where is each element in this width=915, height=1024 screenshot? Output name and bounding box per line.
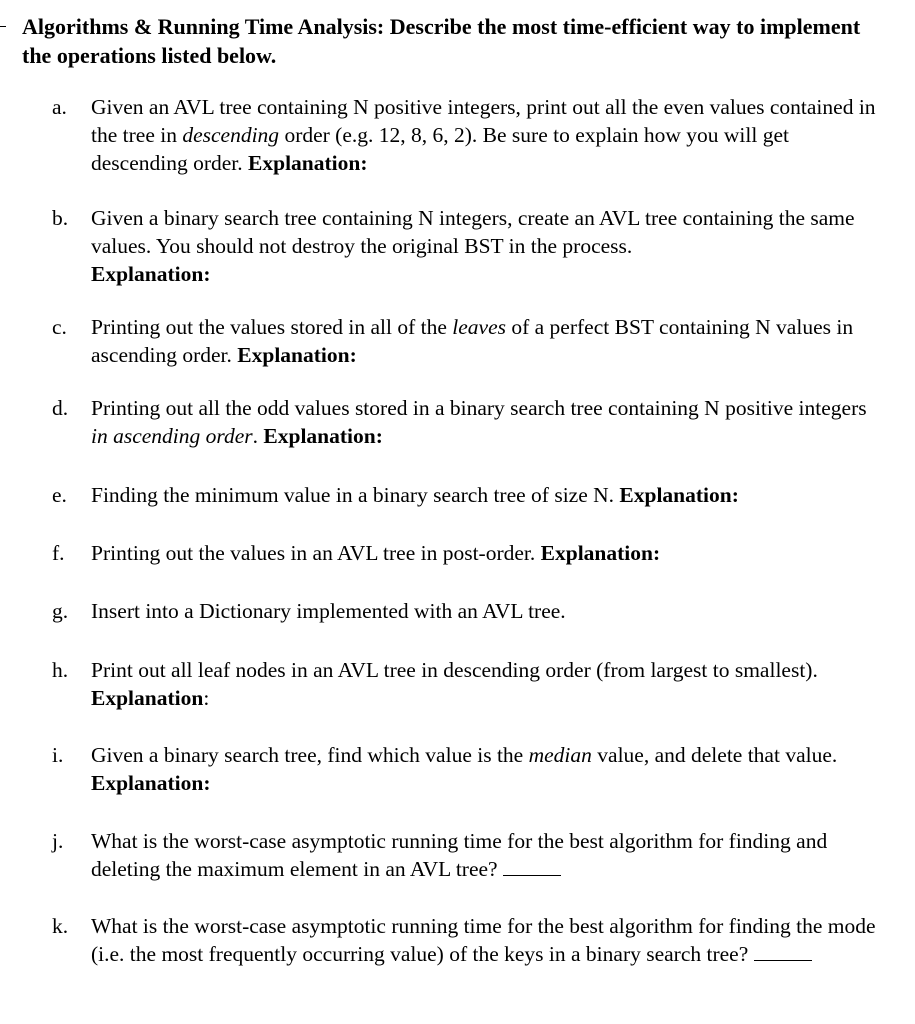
item-text: Given a binary search tree containing N integers, create an AVL tree containing the same values. You should not destroy the original BST in the process. Explanation: [91, 206, 855, 286]
item-letter: e. [52, 483, 67, 507]
list-item-f [52, 539, 882, 567]
item-text: Insert into a Dictionary implemented with an AVL tree. [91, 599, 566, 623]
list-item-g [52, 597, 882, 625]
item-text: Given a binary search tree, find which value is the median value, and delete that value. Explanation: [91, 743, 838, 795]
item-letter: k. [52, 914, 69, 938]
answer-blank[interactable] [503, 855, 561, 876]
item-letter: g. [52, 599, 69, 623]
list-item-b [52, 204, 882, 288]
list-item-a [52, 93, 882, 177]
item-text: What is the worst-case asymptotic running time for the best algorithm for finding and deleting the maximum element in an AVL tree? [91, 829, 828, 881]
list-item-e [52, 481, 882, 509]
item-text: Printing out the values stored in all of the leaves of a perfect BST containing N values in ascending order. Explanation: [91, 315, 854, 367]
item-text: Printing out the values in an AVL tree in post-order. Explanation: [91, 541, 661, 565]
answer-blank[interactable] [754, 940, 812, 961]
item-letter: h. [52, 658, 69, 682]
item-letter: f. [52, 541, 65, 565]
item-letter: j. [52, 829, 64, 853]
list-item-i [52, 741, 882, 797]
list-item-k [52, 912, 882, 968]
list-item-h [52, 656, 882, 712]
item-text: Given an AVL tree containing N positive integers, print out all the even values contained in the tree in descending order (e.g. 12, 8, 6, 2). Be sure to explain how you will get descending order. Explanation: [91, 95, 876, 175]
edge-mark [0, 26, 6, 27]
list-item-c [52, 313, 882, 369]
item-letter: i. [52, 743, 64, 767]
item-letter: a. [52, 95, 67, 119]
item-letter: d. [52, 396, 69, 420]
list-item-j [52, 827, 882, 883]
item-letter: c. [52, 315, 67, 339]
list-item-d [52, 394, 882, 450]
page-title: Algorithms & Running Time Analysis: Describe the most time-efficient way to implement the operations listed below. [22, 14, 861, 68]
item-text: Print out all leaf nodes in an AVL tree in descending order (from largest to smallest). Explanation: [91, 658, 818, 710]
item-text: Finding the minimum value in a binary search tree of size N. Explanation: [91, 483, 739, 507]
item-text: What is the worst-case asymptotic running time for the best algorithm for finding the mode (i.e. the most frequently occurring value) of the keys in a binary search tree? [91, 914, 876, 966]
item-text: Printing out all the odd values stored in a binary search tree containing N positive integers in ascending order. Explanation: [91, 396, 867, 448]
item-letter: b. [52, 206, 69, 230]
